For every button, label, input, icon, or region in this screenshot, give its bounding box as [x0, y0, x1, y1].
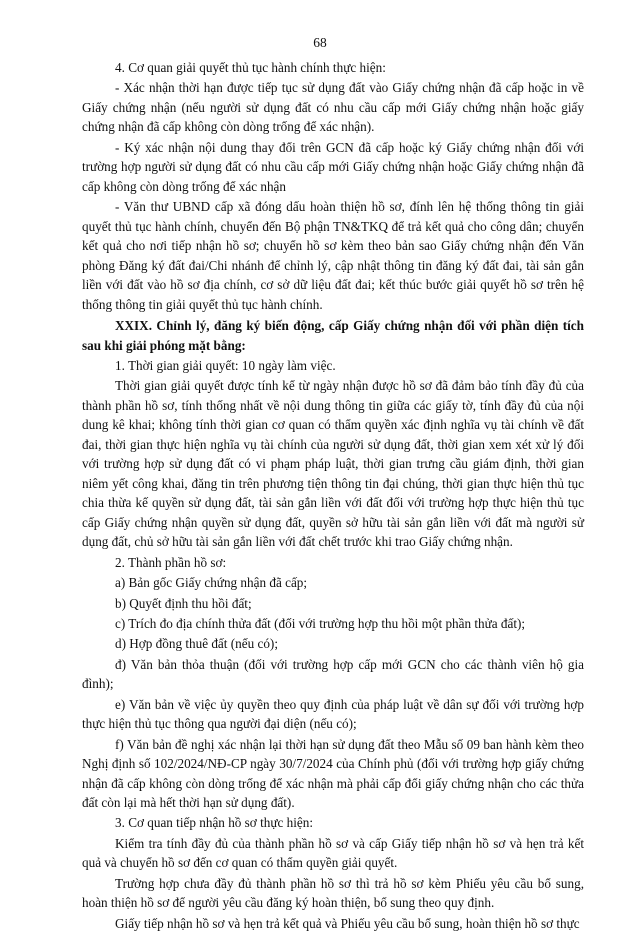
dossier-item-dd: đ) Văn bản thỏa thuận (đối với trường hợp cấp mới GCN cho các thành viên hộ gia đình); — [82, 656, 584, 692]
paragraph-confirm-land-term: - Xác nhận thời hạn được tiếp tục sử dụng đất vào Giấy chứng nhận đã cấp hoặc in về Giấy chứng nhận (nếu người sử dụng đất có nhu cầu cấp mới Giấy chứng nhận hoặc giấy chứng nhận đã cấp không còn dòng trống để xác nhận). — [82, 80, 584, 135]
dossier-item-e: e) Văn bản về việc ủy quyền theo quy định của pháp luật về dân sự đối với trường hợp thực hiện thủ tục thông qua người đại diện (nếu có); — [82, 696, 584, 732]
dossier-item-c: c) Trích đo địa chính thửa đất (đối với trường hợp thu hồi một phần thửa đất); — [115, 616, 526, 632]
paragraph-clerk-seal: - Văn thư UBND cấp xã đóng dấu hoàn thiện hồ sơ, đính lên hệ thống thông tin giải quyết thủ tục hành chính, chuyển đến Bộ phận TN&TKQ để trả kết quả cho công dân; chuyển kết quả cho nơi tiếp nhận hồ sơ; chuyển hồ sơ kèm theo bản sao Giấy chứng nhận đến Văn phòng Đăng ký đất đai/Chi nhánh để chỉnh lý, cập nhật thông tin đăng ký đất đai, tài sản gắn liền với đất vào hồ sơ địa chính, cơ sở dữ liệu đất đai; kết thúc bước giải quyết hồ sơ trên hệ thống thông tin giải quyết thủ tục hành chính. — [82, 199, 584, 312]
paragraph-incomplete-dossier: Trường hợp chưa đầy đủ thành phần hồ sơ thì trả hồ sơ kèm Phiếu yêu cầu bổ sung, hoàn thiện hồ sơ để người yêu cầu đăng ký hoàn thiện, bổ sung theo quy định. — [82, 875, 584, 911]
item-3-receiving-agency: 3. Cơ quan tiếp nhận hồ sơ thực hiện: — [115, 815, 313, 831]
item-1-processing-time: 1. Thời gian giải quyết: 10 ngày làm việc. — [115, 358, 336, 374]
paragraph-sign-confirmation: - Ký xác nhận nội dung thay đổi trên GCN đã cấp hoặc ký Giấy chứng nhận đối với trường hợp người sử dụng đất có nhu cầu cấp mới Giấy chứng nhận hoặc Giấy chứng nhận đã cấp không còn dòng trống để xác nhận — [82, 139, 584, 194]
page-number: 68 — [313, 35, 327, 50]
dossier-item-a: a) Bản gốc Giấy chứng nhận đã cấp; — [115, 575, 308, 591]
dossier-item-f: f) Văn bản đề nghị xác nhận lại thời hạn sử dụng đất theo Mẫu số 09 ban hành kèm theo Nghị định số 102/2024/NĐ-CP ngày 30/7/2024 của Chính phủ (đối với trường hợp giấy chứng nhận đã cấp không còn dòng trống để xác nhận mà phải cấp đổi giấy chứng nhận cho các thửa đất còn lại mà hết thời hạn sử dụng đất). — [82, 736, 584, 811]
dossier-item-d: d) Hợp đồng thuê đất (nếu có); — [115, 636, 278, 652]
document-body — [82, 58, 584, 934]
dossier-item-b: b) Quyết định thu hồi đất; — [115, 595, 252, 611]
paragraph-receipt-continued: Giấy tiếp nhận hồ sơ và hẹn trả kết quả và Phiếu yêu cầu bổ sung, hoàn thiện hồ sơ thực — [115, 915, 580, 931]
item-2-dossier-components: 2. Thành phần hồ sơ: — [115, 554, 227, 570]
section-item-4-heading: 4. Cơ quan giải quyết thủ tục hành chính thực hiện: — [115, 60, 386, 75]
paragraph-check-completeness: Kiểm tra tính đầy đủ của thành phần hồ sơ và cấp Giấy tiếp nhận hồ sơ và hẹn trả kết quả và chuyển hồ sơ đến cơ quan có thẩm quyền giải quyết. — [82, 835, 584, 871]
paragraph-processing-time-details: Thời gian giải quyết được tính kể từ ngày nhận được hồ sơ đã đảm bảo tính đầy đủ của thành phần hồ sơ, tính thống nhất về nội dung thông tin giữa các giấy tờ, tính đầy đủ của nội dung kê khai; không tính thời gian cơ quan có thẩm quyền xác định nghĩa vụ tài chính về đất đai, thời gian thực hiện nghĩa vụ tài chính của người sử dụng đất, thời gian xem xét xử lý đối với trường hợp sử dụng đất có vi phạm pháp luật, thời gian trưng cầu giám định, thời gian niêm yết công khai, đăng tin trên phương tiện thông tin đại chúng, thời gian thực hiện thủ tục chia thừa kế quyền sử dụng đất, tài sản gắn liền với đất đối với trường hợp thực hiện thủ tục cấp Giấy chứng nhận quyền sử dụng đất, quyền sở hữu tài sản gắn liền với đất mà người sử dụng đất, chủ sở hữu tài sản gắn liền với đất chết trước khi trao Giấy chứng nhận. — [82, 378, 584, 550]
section-heading-xxix: XXIX. Chỉnh lý, đăng ký biến động, cấp Giấy chứng nhận đối với phần diện tích sau khi giải phóng mặt bằng: — [82, 318, 584, 353]
